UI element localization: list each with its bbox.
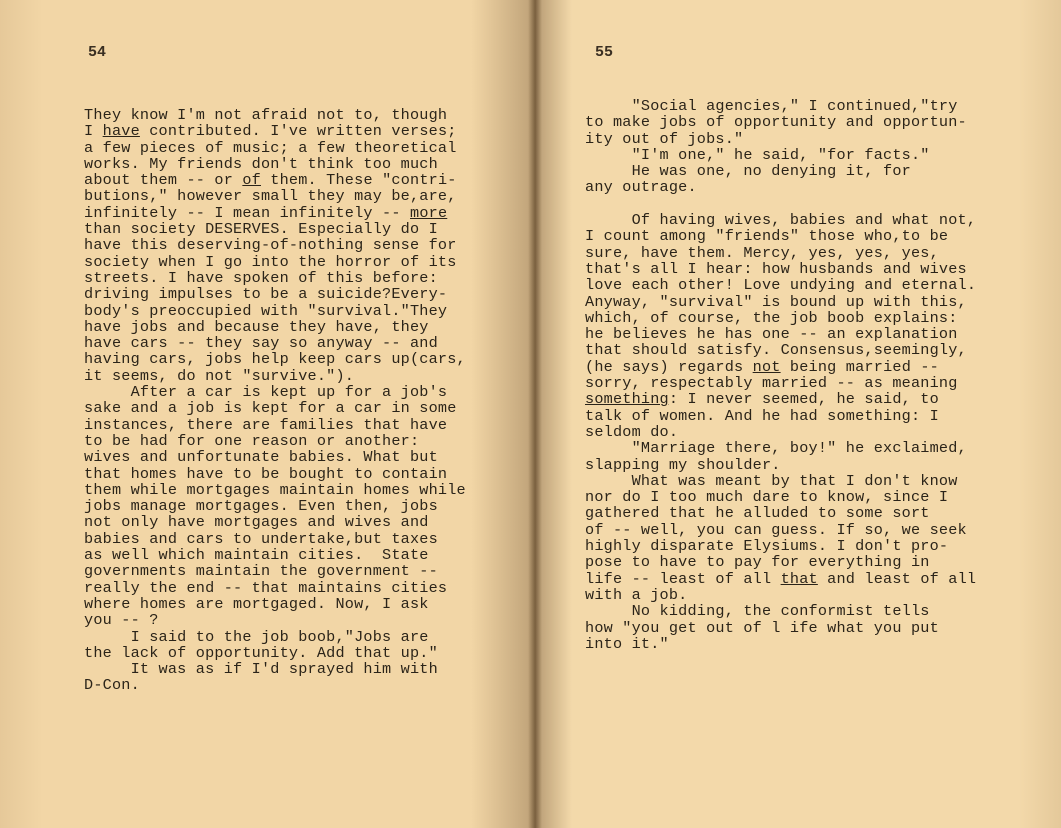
text-run: any outrage. bbox=[585, 178, 697, 197]
right-page-text-line bbox=[585, 408, 976, 424]
text-run: that's all I hear: how husbands and wives bbox=[585, 259, 967, 278]
left-page-text-line bbox=[84, 661, 466, 677]
left-page-text-line bbox=[84, 368, 466, 384]
left-page-text-line bbox=[84, 612, 466, 628]
left-page-text-line bbox=[84, 205, 466, 221]
left-page-text-line bbox=[84, 351, 466, 367]
text-run: have jobs and because they have, they bbox=[84, 317, 429, 336]
text-run: that homes have to be bought to contain bbox=[84, 464, 448, 483]
text-run: contributed. I've written verses; bbox=[139, 122, 457, 141]
underlined-word: have bbox=[102, 122, 140, 141]
right-page-text-line bbox=[585, 98, 976, 114]
right-page-text-line bbox=[585, 424, 976, 440]
left-page-text-line bbox=[84, 188, 466, 204]
text-run: a few pieces of music; a few theoretical bbox=[84, 138, 457, 157]
left-page-text-line bbox=[84, 466, 466, 482]
left-page-text-line bbox=[84, 596, 466, 612]
right-page-text-line bbox=[585, 636, 976, 652]
text-run: babies and cars to undertake,but taxes bbox=[84, 529, 438, 548]
right-page-text-line bbox=[585, 261, 976, 277]
text-run: slapping my shoulder. bbox=[585, 455, 781, 474]
left-page-text-line bbox=[84, 498, 466, 514]
text-run: I bbox=[84, 122, 103, 141]
right-page-text-line bbox=[585, 505, 976, 521]
text-run: them while mortgages maintain homes while bbox=[84, 480, 466, 499]
right-page-text bbox=[585, 98, 976, 652]
text-run: pose to have to pay for everything in bbox=[585, 553, 930, 572]
text-run: than society DESERVES. Especially do I bbox=[84, 220, 438, 239]
text-run: : I never seemed, he said, to bbox=[668, 390, 939, 409]
underlined-word: more bbox=[410, 203, 448, 222]
text-run: life -- least of all bbox=[585, 569, 781, 588]
left-page-text-line bbox=[84, 629, 466, 645]
left-page-text-line bbox=[84, 107, 466, 123]
text-run: talk of women. And he had something: I bbox=[585, 406, 939, 425]
right-page-text-line bbox=[585, 554, 976, 570]
text-run: infinitely -- I mean infinitely -- bbox=[84, 203, 410, 222]
right-page-text-line bbox=[585, 473, 976, 489]
text-run: I count among "friends" those who,to be bbox=[585, 227, 949, 246]
left-page-text-line bbox=[84, 221, 466, 237]
right-page-text-line bbox=[585, 228, 976, 244]
left-page-text-line bbox=[84, 514, 466, 530]
right-page-text-line bbox=[585, 522, 976, 538]
text-run: gathered that he alluded to some sort bbox=[585, 504, 930, 523]
text-run: highly disparate Elysiums. I don't pro- bbox=[585, 537, 949, 556]
text-run: of -- well, you can guess. If so, we seek bbox=[585, 520, 967, 539]
text-run: "Marriage there, boy!" he exclaimed, bbox=[585, 439, 967, 458]
text-run: sake and a job is kept for a car in some bbox=[84, 399, 457, 418]
text-run: nor do I too much dare to know, since I bbox=[585, 488, 949, 507]
text-run: them. These "contri- bbox=[260, 171, 457, 190]
text-run: about them -- or bbox=[84, 171, 243, 190]
text-run: D-Con. bbox=[84, 676, 140, 695]
text-run: which, of course, the job boob explains: bbox=[585, 308, 958, 327]
left-page-text-line bbox=[84, 319, 466, 335]
text-run: It was as if I'd sprayed him with bbox=[84, 660, 438, 679]
text-run: They know I'm not afraid not to, though bbox=[84, 106, 448, 124]
left-page-text-line bbox=[84, 270, 466, 286]
text-run: seldom do. bbox=[585, 422, 679, 441]
right-page-text-line bbox=[585, 294, 976, 310]
text-run: as well which maintain cities. State bbox=[84, 546, 429, 565]
left-page-text-line bbox=[84, 433, 466, 449]
text-run: not only have mortgages and wives and bbox=[84, 513, 429, 532]
text-run: "Social agencies," I continued,"try bbox=[585, 97, 958, 115]
left-page-text-line bbox=[84, 677, 466, 693]
text-run: with a job. bbox=[585, 585, 688, 604]
text-run: sorry, respectably married -- as meaning bbox=[585, 374, 958, 393]
text-run: What was meant by that I don't know bbox=[585, 471, 958, 490]
text-run: sure, have them. Mercy, yes, yes, yes, bbox=[585, 243, 939, 262]
text-run: streets. I have spoken of this before: bbox=[84, 268, 438, 287]
text-run: it seems, do not "survive."). bbox=[84, 366, 355, 385]
text-run: No kidding, the conformist tells bbox=[585, 602, 930, 621]
underlined-word: something bbox=[585, 390, 669, 409]
text-run: After a car is kept up for a job's bbox=[84, 383, 448, 402]
right-page-text-line bbox=[585, 342, 976, 358]
right-page-text-line bbox=[585, 163, 976, 179]
left-page-text-line bbox=[84, 384, 466, 400]
right-page-text-line bbox=[585, 457, 976, 473]
left-page-text-line bbox=[84, 547, 466, 563]
left-page-text-line bbox=[84, 449, 466, 465]
text-run: to be had for one reason or another: bbox=[84, 431, 420, 450]
left-page-text-line bbox=[84, 400, 466, 416]
right-page-text-line bbox=[585, 310, 976, 326]
text-run: into it." bbox=[585, 634, 669, 653]
right-page-text-line bbox=[585, 375, 976, 391]
right-page-text-line bbox=[585, 131, 976, 147]
text-run: ity out of jobs." bbox=[585, 129, 744, 148]
left-page-text-line bbox=[84, 303, 466, 319]
right-page-text-line bbox=[585, 603, 976, 619]
right-page-text-line bbox=[585, 277, 976, 293]
text-run: love each other! Love undying and eternal. bbox=[585, 276, 977, 295]
text-run: have this deserving-of-nothing sense for bbox=[84, 236, 457, 255]
left-page-text-line bbox=[84, 156, 466, 172]
left-page-text-line bbox=[84, 237, 466, 253]
underlined-word: not bbox=[752, 357, 781, 376]
text-run: where homes are mortgaged. Now, I ask bbox=[84, 594, 429, 613]
right-page-text-line bbox=[585, 571, 976, 587]
right-page bbox=[535, 0, 1061, 828]
page-number-right: 55 bbox=[595, 44, 614, 61]
right-page-text-line bbox=[585, 196, 976, 212]
text-run: works. My friends don't think too much bbox=[84, 154, 438, 173]
text-run: and least of all bbox=[817, 569, 977, 588]
text-run: really the end -- that maintains cities bbox=[84, 578, 448, 597]
text-run: He was one, no denying it, for bbox=[585, 162, 911, 181]
right-page-text-line bbox=[585, 179, 976, 195]
text-run: how "you get out of l ife what you put bbox=[585, 618, 939, 637]
right-page-text-line bbox=[585, 620, 976, 636]
underlined-word: that bbox=[780, 569, 818, 588]
left-page-text-line bbox=[84, 580, 466, 596]
text-run: the lack of opportunity. Add that up." bbox=[84, 643, 438, 662]
right-page-text-line bbox=[585, 587, 976, 603]
page-number-left: 54 bbox=[88, 44, 107, 61]
text-run: Anyway, "survival" is bound up with this, bbox=[585, 292, 967, 311]
left-page-text-line bbox=[84, 172, 466, 188]
right-page-text-line bbox=[585, 326, 976, 342]
underlined-word: of bbox=[242, 171, 261, 190]
text-run: society when I go into the horror of its bbox=[84, 252, 457, 271]
right-page-text-line bbox=[585, 359, 976, 375]
left-page-text bbox=[84, 107, 466, 694]
text-run: to make jobs of opportunity and opportun- bbox=[585, 113, 967, 132]
text-run: governments maintain the government -- bbox=[84, 562, 438, 581]
left-page-text-line bbox=[84, 335, 466, 351]
text-run: jobs manage mortgages. Even then, jobs bbox=[84, 497, 438, 516]
right-page-text-line bbox=[585, 114, 976, 130]
left-page-text-line bbox=[84, 286, 466, 302]
text-run: being married -- bbox=[780, 357, 939, 376]
right-page-text-line bbox=[585, 147, 976, 163]
left-page-text-line bbox=[84, 140, 466, 156]
left-page-text-line bbox=[84, 254, 466, 270]
right-page-text-line bbox=[585, 440, 976, 456]
left-page-text-line bbox=[84, 531, 466, 547]
text-run: "I'm one," he said, "for facts." bbox=[585, 145, 930, 164]
left-page-text-line bbox=[84, 123, 466, 139]
text-run: instances, there are families that have bbox=[84, 415, 448, 434]
right-page-text-line bbox=[585, 245, 976, 261]
text-run: body's preoccupied with "survival."They bbox=[84, 301, 448, 320]
text-run: I said to the job boob,"Jobs are bbox=[84, 627, 429, 646]
left-page-text-line bbox=[84, 645, 466, 661]
right-page-text-line bbox=[585, 391, 976, 407]
text-run: (he says) regards bbox=[585, 357, 753, 376]
left-page-text-line bbox=[84, 417, 466, 433]
text-run: that should satisfy. Consensus,seemingly, bbox=[585, 341, 967, 360]
text-run: have cars -- they say so anyway -- and bbox=[84, 334, 438, 353]
right-page-text-line bbox=[585, 538, 976, 554]
text-run: having cars, jobs help keep cars up(cars, bbox=[84, 350, 466, 369]
text-run: driving impulses to be a suicide?Every- bbox=[84, 285, 448, 304]
text-run: Of having wives, babies and what not, bbox=[585, 211, 977, 230]
text-run: butions," however small they may be,are, bbox=[84, 187, 457, 206]
right-page-text-line bbox=[585, 489, 976, 505]
text-run: you -- ? bbox=[84, 611, 159, 630]
text-run: he believes he has one -- an explanation bbox=[585, 325, 958, 344]
left-page-text-line bbox=[84, 482, 466, 498]
text-run: wives and unfortunate babies. What but bbox=[84, 448, 438, 467]
right-page-text-line bbox=[585, 212, 976, 228]
left-page-text-line bbox=[84, 563, 466, 579]
